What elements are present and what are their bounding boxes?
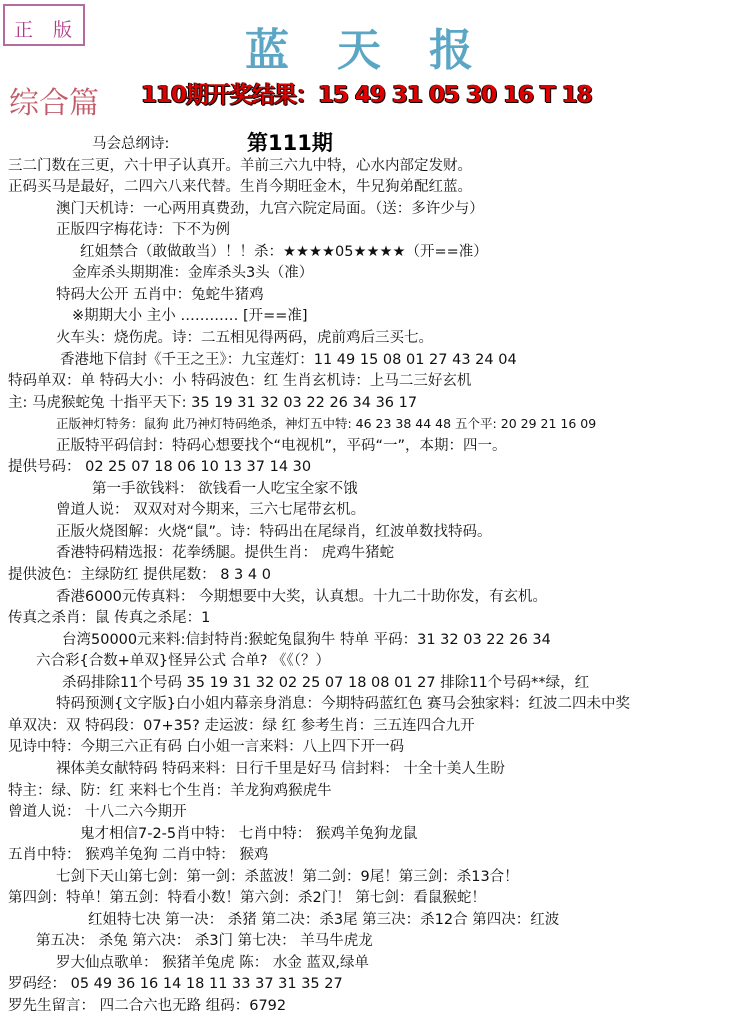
- content-line: 红姐特七决 第一决： 杀猪 第二决：杀3尾 第三决：杀12合 第四决：红波: [88, 911, 560, 928]
- content-line: 金库杀头期期准：金库杀头3头（准）: [72, 265, 314, 282]
- content-line: 见诗中特：今期三六正有码 白小姐一言来料：八上四下开一码: [8, 739, 405, 756]
- content-line: 单双决：双 特码段：07+35? 走运波：绿 红 参考生肖：三五连四合九开: [8, 717, 475, 734]
- content-line: 特码大公开 五肖中：兔蛇牛猪鸡: [56, 286, 264, 303]
- content-line: 香港6000元传真料： 今期想要中大奖，认真想。十九二十助你发，有玄机。: [56, 588, 548, 605]
- content-line: 特码预测{文字版}白小姐内幕亲身消息：今期特码蓝红色 赛马会独家料：红波二四未中奖: [56, 696, 631, 713]
- content-line: 五肖中特： 猴鸡羊兔狗 二肖中特： 猴鸡: [8, 847, 269, 864]
- content-line: 马会总纲诗:: [92, 136, 170, 152]
- content-line: 六合彩{合数+单双}怪异公式 合单? 《《（？）: [36, 653, 331, 670]
- issue-number: 第111期: [247, 131, 333, 155]
- content-line: 火车头：烧伤虎。诗：二五相见得两码，虎前鸡后三买七。: [56, 329, 433, 346]
- edition-stamp: [3, 4, 85, 46]
- content-line: 特主：绿、防：红 来料七个生肖：羊龙狗鸡猴虎牛: [8, 782, 332, 799]
- previous-result: 110期开奖结果：15 49 31 05 30 16 T 18: [141, 82, 592, 108]
- content-line: 提供号码： 02 25 07 18 06 10 13 37 14 30: [8, 459, 312, 476]
- content-line: ※期期大小 主小 ………… [开==准]: [72, 308, 308, 325]
- content-line: 罗先生留言： 四二合六也无路 组码：6792: [8, 998, 287, 1014]
- content-line: 第四剑：特单！第五剑：特看小数！第六剑：杀2门！ 第七剑：看鼠猴蛇！: [8, 890, 486, 907]
- content-line: 曾道人说： 十八二六今期开: [8, 804, 187, 821]
- content-line: 澳门天机诗：一心两用真费劲，九宫六院定局面。（送：多许少与）: [56, 200, 484, 217]
- content-line: 正版神灯特务：鼠狗 此乃神灯特码绝杀，神灯五中特: 46 23 38 44 48 五个平: 20 29 21 16 09: [56, 416, 597, 432]
- content-line: 正版四字梅花诗：下不为例: [56, 222, 230, 239]
- content-line: 三二门数在三更，六十甲子认真开。羊前三六九中特，心水内部定发财。: [8, 157, 472, 174]
- content-line: 正码买马是最好，二四六八来代替。生肖今期旺金木，牛兄狗弟配红蓝。: [8, 179, 472, 196]
- newspaper-title: 蓝天报: [245, 25, 521, 76]
- content-line: 提供波色：主绿防红 提供尾数： 8 3 4 0: [8, 567, 271, 583]
- content-line: 香港特码精选报：花拳绣腿。提供生肖： 虎鸡牛猪蛇: [56, 545, 395, 562]
- content-line: 曾道人说： 双双对对今期来，三六七尾带玄机。: [56, 502, 366, 519]
- content-line: 第五决： 杀兔 第六决： 杀3门 第七决： 羊马牛虎龙: [36, 933, 373, 950]
- stamp-char-1: 正: [14, 19, 34, 41]
- content-line: 红姐禁合（敢做敢当）！！杀：★★★★05★★★★（开==准）: [80, 243, 488, 260]
- content-line: 罗大仙点歌单： 猴猪羊兔虎 陈： 水金 蓝双,绿单: [56, 954, 370, 971]
- content-line: 香港地下信封《千王之王》：九宝莲灯：11 49 15 08 01 27 43 24 04: [60, 351, 517, 368]
- section-name: 综合篇: [9, 86, 99, 121]
- stamp-char-2: 版: [53, 19, 73, 41]
- content-line: 主: 马虎猴蛇兔 十指平天下: 35 19 31 32 03 22 26 34 36 17: [8, 394, 418, 411]
- content-line: 台湾50000元来料:信封特肖:猴蛇兔鼠狗牛 特单 平码：31 32 03 22 26 34: [62, 631, 551, 648]
- content-line: 裸体美女献特码 特码来料：日行千里是好马 信封料： 十全十美人生盼: [56, 760, 505, 777]
- content-line: 特码单双：单 特码大小：小 特码波色：红 生肖玄机诗：上马二三好玄机: [8, 373, 472, 390]
- content-line: 杀码排除11个号码 35 19 31 32 02 25 07 18 08 01 27 排除11个号码**绿，红: [62, 674, 590, 691]
- content-line: 鬼才相信7-2-5肖中特： 七肖中特： 猴鸡羊兔狗龙鼠: [80, 825, 418, 842]
- content-line: 正版特平码信封：特码心想要找个“电视机”，平码“一”，本期：四一。: [56, 437, 507, 454]
- content-line: 正版火烧图解：火烧“鼠”。诗：特码出在尾绿肖，红波单数找特码。: [56, 523, 492, 540]
- content-line: 第一手欲钱料： 欲钱看一人吃宝全家不饿: [92, 480, 358, 497]
- content-line: 传真之杀肖：鼠 传真之杀尾：1: [8, 610, 211, 627]
- content-line: 罗码经： 05 49 36 16 14 18 11 33 37 31 35 27: [8, 976, 343, 993]
- content-line: 七剑下天山第七剑：第一剑：杀蓝波！第二剑：9尾！第三剑：杀13合！: [56, 868, 519, 885]
